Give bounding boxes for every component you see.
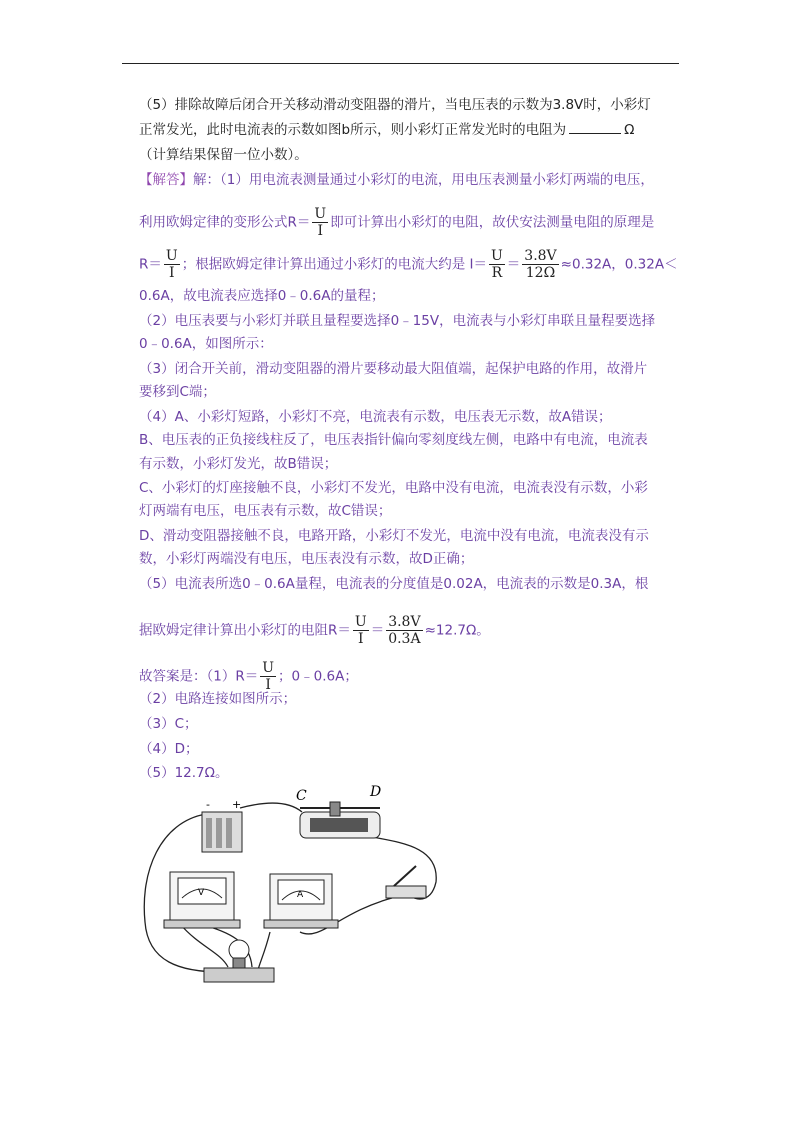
question-line-3: （计算结果保留一位小数）。 bbox=[139, 147, 308, 163]
denominator: 0.3A bbox=[388, 631, 421, 647]
answer-line-7: （3）闭合开关前，滑动变阻器的滑片要移动最大阻值端，起保护电路的作用，故滑片 bbox=[139, 361, 648, 377]
header-rule bbox=[122, 63, 679, 64]
voltmeter-symbol: V bbox=[198, 888, 205, 898]
final-line-4: （4）D； bbox=[139, 741, 199, 757]
approx-current: ≈0.32A，0.32A＜ bbox=[560, 256, 678, 273]
final-line-2: （2）电路连接如图所示； bbox=[139, 691, 297, 707]
switch bbox=[386, 866, 426, 898]
voltmeter bbox=[164, 872, 240, 928]
ammeter-symbol: A bbox=[297, 890, 304, 900]
denominator: 12Ω bbox=[525, 265, 556, 281]
numerator: U bbox=[314, 206, 327, 222]
answer-line-9: （4）A、小彩灯短路，小彩灯不亮，电流表有示数，电压表无示数，故A错误； bbox=[139, 409, 612, 425]
answer-line-13: 灯两端有电压，电压表有示数，故C错误； bbox=[139, 503, 392, 519]
answer-line-12: C、小彩灯的灯座接触不良，小彩灯不发光，电路中没有电流，电流表没有示数，小彩 bbox=[139, 480, 648, 496]
resistance-text: 据欧姆定律计算出小彩灯的电阻R＝ bbox=[139, 622, 351, 639]
battery-plus-label: + bbox=[232, 798, 242, 811]
fraction-3.8v-over-12ohm bbox=[522, 248, 558, 281]
ohm-unit: Ω bbox=[624, 122, 635, 138]
numerator: U bbox=[354, 614, 367, 630]
wire-ammeter-to-lamp bbox=[258, 932, 270, 970]
answer-line-17 bbox=[139, 614, 490, 647]
denominator: I bbox=[265, 677, 271, 693]
answer-line-14: D、滑动变阻器接触不良，电路开路，小彩灯不发光，电流中没有电流，电流表没有示 bbox=[139, 528, 649, 544]
final-line-3: （3）C； bbox=[139, 716, 198, 732]
fraction-u-over-r bbox=[489, 248, 505, 281]
label-c: C bbox=[296, 788, 307, 804]
formula-intro: 利用欧姆定律的变形公式R＝ bbox=[139, 214, 311, 231]
fraction-u-over-i bbox=[164, 248, 180, 281]
current-estimate-text: ；根据欧姆定律计算出通过小彩灯的电流大约是 I＝ bbox=[181, 256, 487, 273]
circuit-diagram bbox=[140, 782, 440, 998]
fraction-u-over-i bbox=[260, 660, 276, 693]
formula-r: R＝ bbox=[139, 256, 162, 273]
numerator: 3.8V bbox=[388, 614, 421, 630]
final-range: ；0﹣0.6A； bbox=[278, 668, 358, 685]
resistance-result: ≈12.7Ω。 bbox=[424, 622, 490, 639]
ammeter bbox=[264, 874, 338, 928]
answer-line-8: 要移到C端； bbox=[139, 384, 216, 400]
numerator: U bbox=[165, 248, 178, 264]
answer-line-15: 数，小彩灯两端没有电压，电压表没有示数，故D正确； bbox=[139, 551, 474, 567]
question-text: 正常发光，此时电流表的示数如图b所示，则小彩灯正常发光时的电阻为 bbox=[139, 122, 567, 138]
answer-tag: 【解答】 bbox=[139, 172, 193, 188]
numerator: U bbox=[490, 248, 503, 264]
answer-line-10: B、电压表的正负接线柱反了，电压表指针偏向零刻度线左侧，电路中有电流，电流表 bbox=[139, 432, 648, 448]
denominator: I bbox=[358, 631, 364, 647]
numerator: 3.8V bbox=[524, 248, 557, 264]
answer-line-6: 0﹣0.6A，如图所示： bbox=[139, 336, 273, 352]
answer-line-1 bbox=[139, 171, 654, 189]
lamp bbox=[204, 940, 274, 982]
answer-line-4: 0.6A，故电流表应选择0﹣0.6A的量程； bbox=[139, 288, 385, 304]
battery bbox=[202, 798, 242, 852]
equals-sign: ＝ bbox=[370, 622, 385, 639]
answer-line-16: （5）电流表所选0﹣0.6A量程，电流表的分度值是0.02A，电流表的示数是0.3A，根 bbox=[139, 576, 649, 592]
denominator: R bbox=[491, 265, 503, 281]
denominator: I bbox=[317, 223, 324, 239]
fraction-3.8v-over-0.3a bbox=[386, 614, 422, 647]
fraction-u-over-i bbox=[312, 206, 328, 239]
numerator: U bbox=[262, 660, 275, 676]
question-line-2 bbox=[139, 121, 634, 139]
answer-line-5: （2）电压表要与小彩灯并联且量程要选择0﹣15V，电流表与小彩灯串联且量程要选择 bbox=[139, 313, 656, 329]
battery-minus-label: - bbox=[206, 798, 210, 811]
rheostat bbox=[296, 784, 381, 838]
final-line-1 bbox=[139, 660, 358, 693]
wire-battery-to-rheostat bbox=[240, 803, 302, 812]
answer-line-11: 有示数，小彩灯发光，故B错误； bbox=[139, 456, 338, 472]
final-line-5: （5）12.7Ω。 bbox=[139, 765, 229, 781]
label-d: D bbox=[370, 784, 382, 800]
final-intro: 故答案是：（1）R＝ bbox=[139, 668, 259, 685]
answer-line-3 bbox=[139, 248, 678, 281]
denominator: I bbox=[169, 265, 175, 281]
fraction-u-over-i bbox=[353, 614, 369, 647]
answer-text: 解：（1）用电流表测量通过小彩灯的电流，用电压表测量小彩灯两端的电压， bbox=[193, 172, 654, 188]
answer-blank bbox=[569, 121, 621, 134]
equals-sign: ＝ bbox=[506, 256, 521, 273]
principle-text: 即可计算出小彩灯的电阻，故伏安法测量电阻的原理是 bbox=[330, 214, 655, 231]
answer-line-2 bbox=[139, 206, 654, 239]
question-line-1: （5）排除故障后闭合开关移动滑动变阻器的滑片，当电压表的示数为3.8V时，小彩灯 bbox=[139, 97, 651, 113]
